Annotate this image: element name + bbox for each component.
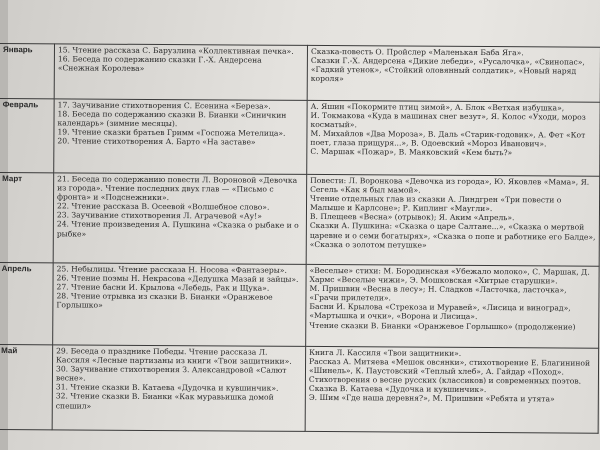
reading-item: Чтение сказки В. Бианки «Оранжевое Горлышко» (продолжение) [309, 320, 576, 332]
reading-item: Сказки Г.-Х. Андерсена «Дикие лебеди», «Русалочка», «Свинопас», «Гадкий утенок», «Стойкий оловянный солдатик», «Новый наряд короля» [310, 56, 585, 84]
activity-item: 18. Беседа по содержанию сказки В. Бианки «Синичкин календарь» (зимние месяцы). [57, 109, 287, 129]
month-cell: Апрель [0, 262, 53, 344]
activities-cell [53, 173, 307, 265]
activity-item: 26. Чтение поэмы Н. Некрасова «Дедушка Мазай и зайцы». [56, 273, 299, 284]
reading-list-cell [306, 174, 600, 266]
reading-list-cell [306, 264, 599, 348]
reading-item: В. Плещеев «Весна» (отрывок); Я. Аким «Апрель». [309, 212, 515, 223]
reading-item: Стихотворения о весне русских (классиков) и современных поэтов. Сказка В. Катаева «Дудочка и кувшинчик». [308, 375, 582, 395]
reading-list-cell [305, 346, 599, 433]
reading-item: Рассказ А. Митяева «Мешок овсянки», стихотворение Е. Благининой «Шинель», К. Паустовский «Теплый хлеб», А. Гайдар «Поход». [308, 357, 591, 377]
activity-item: 28. Чтение отрывка из сказки В. Бианки «Оранжевое Горлышко» [56, 291, 273, 311]
table-row [0, 44, 600, 103]
activity-item: 30. Заучивание стихотворения З. Александровой «Салют весне». [55, 364, 287, 383]
reading-item: И. Токмакова «Куда в машинах снег везут», Я. Колос «Уходи, мороз косматый». [310, 111, 586, 130]
activity-item: 16. Беседа по содержанию сказки Г.-Х. Андерсена «Снежная Королева» [57, 54, 262, 74]
activity-item: 20. Чтение стихотворения А. Барто «На заставе» [57, 136, 256, 147]
activity-item: 29. Беседа о празднике Победы. Чтение рассказа Л. Кассиля «Лесные партизаны из книги «Твои защитники». [56, 346, 292, 366]
reading-item: М. Пришвин «Весна в лесу»; Н. Сладков «Ласточка, ласточка», «Грачи прилетели». [309, 284, 567, 303]
reading-list-cell [307, 45, 600, 102]
table-row [0, 99, 600, 177]
activities-cell [53, 263, 306, 347]
activity-item: 25. Небылицы. Чтение рассказа Н. Носова «Фантазеры». [56, 264, 287, 275]
activity-item: 17. Заучивание стихотворения С. Есенина «Береза». [57, 100, 271, 111]
reading-item: Э. Шим «Где наша деревня?», М. Пришвин «Ребята и утята» [308, 393, 555, 404]
activities-cell [52, 345, 306, 432]
table-row [0, 173, 600, 267]
activity-item: 15. Чтение рассказа С. Барузлина «Коллективная печка». [57, 45, 294, 56]
reading-item: С. Маршак «Пожар», В. Маяковский «Кем быть?» [310, 147, 513, 158]
activity-item: 24. Чтение произведения А. Пушкина «Сказка о рыбаке и о рыбке» [56, 219, 299, 239]
activity-item: 32. Чтение сказки В. Бианки «Как муравьишка домой спешил» [55, 391, 274, 411]
reading-list-cell [307, 100, 600, 176]
reading-item: А. Яшин «Покормите птиц зимой», А. Блок «Ветхая избушка», [310, 101, 565, 113]
month-cell: Февраль [0, 99, 54, 173]
reading-item: Басни И. Крылова «Стрекоза и Муравей», «Лисица и виноград», «Мартышка и очки», «Ворона и Лисица». [309, 302, 571, 322]
month-cell: Май [0, 344, 53, 429]
reading-item: «Веселые» стихи: М. Бородинская «Убежало молоко», С. Маршак, Д. Хармс «Веселые чижи», Э. Мошковская «Хитрые старушки». [309, 265, 590, 286]
activity-item: 27. Чтение басни И. Крылова «Лебедь, Рак и Щука». [56, 282, 270, 293]
activity-item: 22. Чтение рассказа В. Осеевой «Волшебное слово». [56, 201, 270, 212]
reading-item: Повести: Л. Воронкова «Девочка из города», Ю. Яковлев «Мама», Я. Сегель «Как я был мамой». [310, 175, 590, 195]
activity-item: 19. Чтение сказки братьев Гримм «Госпожа Метелица». [57, 127, 286, 139]
activities-cell [54, 99, 307, 175]
reading-item: Чтение отдельных глав из сказки А. Линдгрен «Три повести о Малыше и Карлсоне»; Р. Киплинг «Маугли». [309, 194, 562, 214]
reading-item: М. Михайлов «Два Мороза», В. Даль «Старик-годовик», А. Фет «Кот поет, глаза прищуря...», В. Одоевский «Мороз Иванович». [310, 129, 586, 149]
activity-item: 21. Беседа по содержанию повести Л. Вороновой «Девочка из города». Чтение последних двух глав — «Письмо с фронта» и «Подснежники». [57, 174, 298, 203]
activity-item: 31. Чтение сказки В. Катаева «Дудочка и кувшинчик». [55, 382, 279, 394]
reading-item: Сказки А. Пушкина: «Сказка о царе Салтане...», «Сказка о мертвой царевне и о семи богатырях», «Сказка о попе и работнике его Балде», «Сказка о золотом петушке» [309, 221, 596, 250]
reading-item: Книга Л. Кассиля «Твои защитники». [309, 347, 462, 358]
activities-cell [54, 44, 307, 101]
activity-item: 23. Заучивание стихотворения Л. Аграчевой «Ау!» [56, 210, 262, 222]
table-row [0, 344, 599, 433]
reading-item: Сказка-повесть О. Пройслер «Маленькая Баба Яга». [310, 46, 524, 58]
table-row [0, 262, 599, 348]
month-cell: Январь [0, 44, 54, 99]
month-cell: Март [0, 173, 54, 263]
reading-plan-table [0, 43, 600, 434]
